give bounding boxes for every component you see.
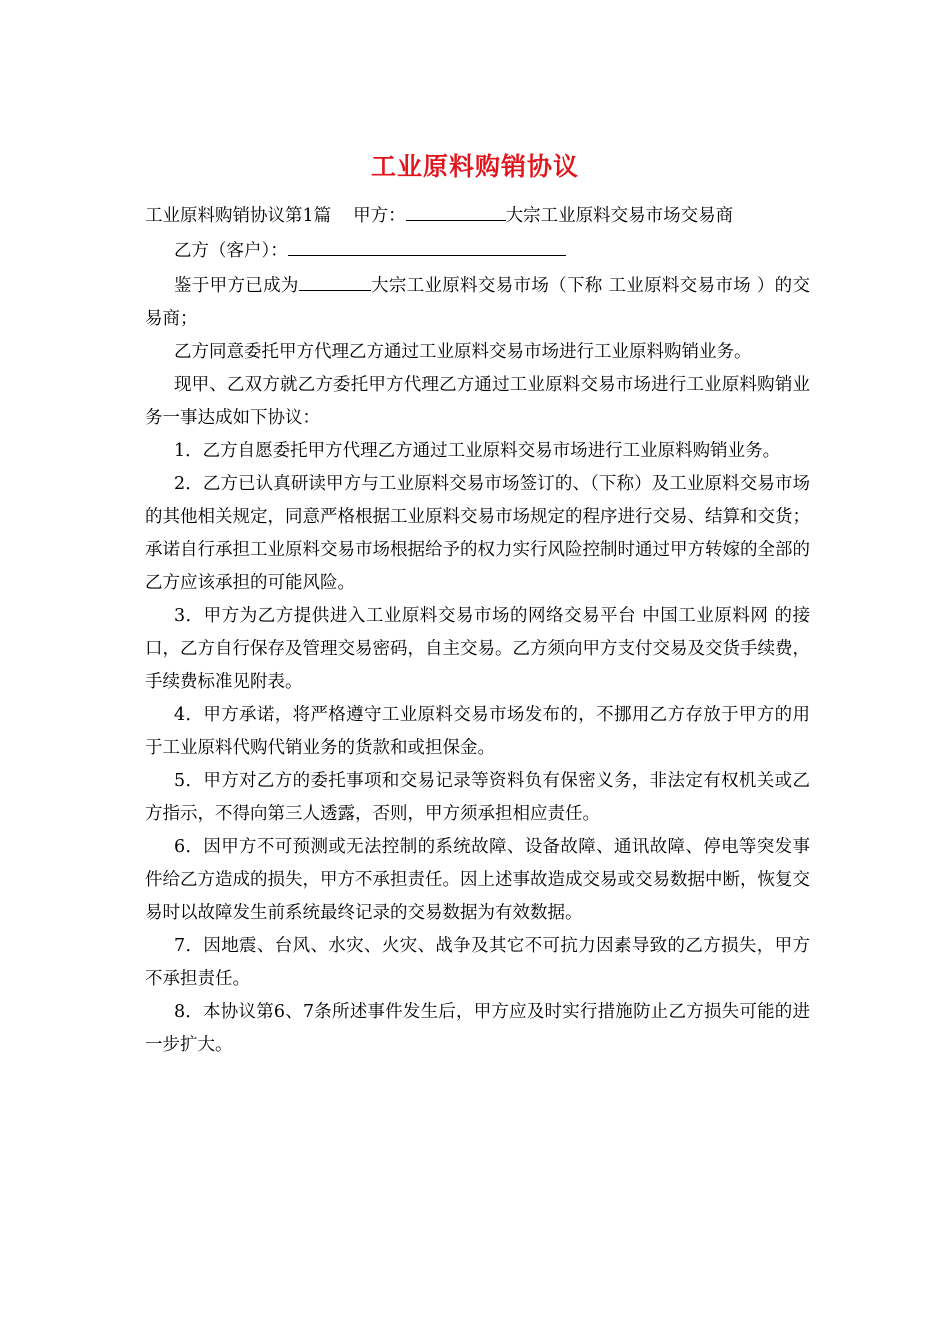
clause-2: 2．乙方已认真研读甲方与工业原料交易市场签订的、（下称）及工业原料交易市场的其他相关规定，同意严格根据工业原料交易市场规定的程序进行交易、结算和交货；承诺自行承担工业原料交易市场根据给予的权力实行风险控制时通过甲方转嫁的全部的乙方应该承担的可能风险。 <box>145 474 810 593</box>
clause-1: 1．乙方自愿委托甲方代理乙方通过工业原料交易市场进行工业原料购销业务。 <box>174 441 781 461</box>
consensus-paragraph: 现甲、乙双方就乙方委托甲方代理乙方通过工业原料交易市场进行工业原料购销业务一事达成如下协议： <box>145 375 810 428</box>
party-a-name: 大宗工业原料交易市场交易商 <box>505 206 734 226</box>
clause-7: 7．因地震、台风、水灾、火灾、战争及其它不可抗力因素导致的乙方损失，甲方不承担责任。 <box>145 936 810 989</box>
clause-8: 8．本协议第6、7条所述事件发生后，甲方应及时实行措施防止乙方损失可能的进一步扩大。 <box>145 1002 810 1055</box>
party-a-label: 甲方： <box>353 206 406 226</box>
clause-4: 4．甲方承诺，将严格遵守工业原料交易市场发布的，不挪用乙方存放于甲方的用于工业原料代购代销业务的货款和或担保金。 <box>145 705 810 758</box>
document-body <box>145 198 810 1062</box>
party-b-blank <box>288 233 566 256</box>
recital-blank <box>299 268 371 291</box>
document-title: 工业原料购销协议 <box>370 152 579 181</box>
party-b-line <box>145 233 810 268</box>
recital-paragraph <box>145 268 810 336</box>
agreement-paragraph: 乙方同意委托甲方代理乙方通过工业原料交易市场进行工业原料购销业务。 <box>174 342 752 362</box>
clause-6: 6．因甲方不可预测或无法控制的系统故障、设备故障、通讯故障、停电等突发事件给乙方造成的损失，甲方不承担责任。因上述事故造成交易或交易数据中断，恢复交易时以故障发生前系统最终记录的交易数据为有效数据。 <box>145 837 810 923</box>
intro-heading: 工业原料购销协议第1篇 <box>145 206 332 226</box>
recital-suffix: 大宗工业原料交易市场（下称 工业原料交易市场 ）的交易商； <box>145 276 811 329</box>
party-b-label: 乙方（客户）： <box>174 241 288 261</box>
party-a-blank <box>406 198 506 221</box>
intro-heading-line <box>145 198 810 233</box>
recital-prefix: 鉴于甲方已成为 <box>174 276 299 296</box>
clause-5: 5．甲方对乙方的委托事项和交易记录等资料负有保密义务，非法定有权机关或乙方指示，不得向第三人透露，否则，甲方须承担相应责任。 <box>145 771 810 824</box>
clause-3: 3．甲方为乙方提供进入工业原料交易市场的网络交易平台 中国工业原料网 的接口，乙方自行保存及管理交易密码，自主交易。乙方须向甲方支付交易及交货手续费，手续费标准见附表。 <box>145 606 810 692</box>
